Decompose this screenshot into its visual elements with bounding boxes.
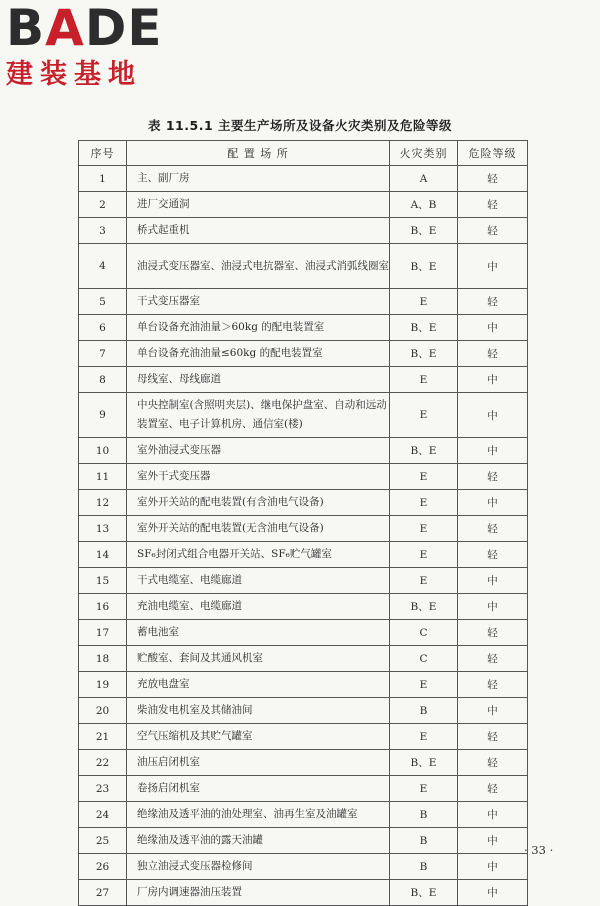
table-row — [79, 724, 528, 750]
table-row — [79, 646, 528, 672]
row-seq: 12 — [79, 490, 127, 516]
row-hazard-level: 轻 — [458, 750, 528, 776]
table-row — [79, 542, 528, 568]
row-seq: 10 — [79, 438, 127, 464]
table-row — [79, 672, 528, 698]
table-row — [79, 828, 528, 854]
row-place: 绝缘油及透平油的露天油罐 — [127, 828, 390, 854]
row-fire-class: B — [390, 802, 458, 828]
row-place: 单台设备充油油量≤60kg 的配电装置室 — [127, 341, 390, 367]
table-row — [79, 776, 528, 802]
row-seq: 17 — [79, 620, 127, 646]
row-hazard-level: 轻 — [458, 516, 528, 542]
row-fire-class: B、E — [390, 341, 458, 367]
row-seq: 6 — [79, 315, 127, 341]
row-seq: 13 — [79, 516, 127, 542]
row-place: 绝缘油及透平油的油处理室、油再生室及油罐室 — [127, 802, 390, 828]
row-place: 油浸式变压器室、油浸式电抗器室、油浸式消弧线圈室 — [127, 244, 390, 289]
row-place: 贮酸室、套间及其通风机室 — [127, 646, 390, 672]
row-hazard-level: 轻 — [458, 218, 528, 244]
row-seq: 24 — [79, 802, 127, 828]
table-row — [79, 750, 528, 776]
table-row — [79, 166, 528, 192]
row-fire-class: E — [390, 367, 458, 393]
table-row — [79, 802, 528, 828]
row-fire-class: E — [390, 464, 458, 490]
table-caption: 表 11.5.1 主要生产场所及设备火灾类别及危险等级 — [148, 118, 452, 133]
logo-letter-a: A — [45, 0, 85, 57]
row-place: 室外开关站的配电装置(有含油电气设备) — [127, 490, 390, 516]
table-row — [79, 218, 528, 244]
row-hazard-level: 中 — [458, 828, 528, 854]
row-place: 室外干式变压器 — [127, 464, 390, 490]
table-row — [79, 854, 528, 880]
logo-letters-de: DE — [84, 0, 163, 57]
table-row — [79, 341, 528, 367]
row-place: 母线室、母线廊道 — [127, 367, 390, 393]
row-fire-class: B — [390, 828, 458, 854]
row-fire-class: B、E — [390, 244, 458, 289]
row-hazard-level: 中 — [458, 244, 528, 289]
row-seq: 9 — [79, 393, 127, 438]
row-hazard-level: 中 — [458, 854, 528, 880]
row-hazard-level: 轻 — [458, 289, 528, 315]
row-hazard-level: 中 — [458, 568, 528, 594]
row-hazard-level: 中 — [458, 438, 528, 464]
row-place: SF₆封闭式组合电器开关站、SF₆贮气罐室 — [127, 542, 390, 568]
row-hazard-level: 中 — [458, 393, 528, 438]
row-seq: 2 — [79, 192, 127, 218]
row-place: 干式电缆室、电缆廊道 — [127, 568, 390, 594]
row-place: 卷扬启闭机室 — [127, 776, 390, 802]
row-hazard-level: 中 — [458, 880, 528, 906]
table-row — [79, 315, 528, 341]
row-hazard-level: 中 — [458, 594, 528, 620]
fire-category-table — [78, 140, 528, 906]
row-place: 充油电缆室、电缆廊道 — [127, 594, 390, 620]
row-seq: 1 — [79, 166, 127, 192]
row-fire-class: E — [390, 672, 458, 698]
table-row — [79, 594, 528, 620]
page-number: · 33 · — [524, 843, 554, 857]
row-fire-class: E — [390, 516, 458, 542]
row-place: 柴油发电机室及其储油间 — [127, 698, 390, 724]
row-seq: 15 — [79, 568, 127, 594]
table-row — [79, 192, 528, 218]
table-row — [79, 464, 528, 490]
logo-wordmark — [6, 0, 176, 57]
table-row — [79, 367, 528, 393]
row-seq: 18 — [79, 646, 127, 672]
logo-letter-b: B — [6, 0, 46, 57]
bade-logo — [6, 2, 176, 94]
row-hazard-level: 轻 — [458, 166, 528, 192]
row-hazard-level: 轻 — [458, 192, 528, 218]
row-seq: 14 — [79, 542, 127, 568]
row-place: 室外开关站的配电装置(无含油电气设备) — [127, 516, 390, 542]
row-seq: 11 — [79, 464, 127, 490]
table-row — [79, 244, 528, 289]
row-fire-class: E — [390, 542, 458, 568]
row-seq: 25 — [79, 828, 127, 854]
table-row — [79, 490, 528, 516]
row-place: 蓄电池室 — [127, 620, 390, 646]
row-seq: 22 — [79, 750, 127, 776]
row-fire-class: B、E — [390, 750, 458, 776]
row-hazard-level: 中 — [458, 490, 528, 516]
row-hazard-level: 中 — [458, 698, 528, 724]
row-fire-class: B、E — [390, 880, 458, 906]
row-hazard-level: 中 — [458, 802, 528, 828]
row-fire-class: E — [390, 490, 458, 516]
row-seq: 20 — [79, 698, 127, 724]
header-fire-class: 火灾类别 — [390, 141, 458, 166]
header-hazard-level: 危险等级 — [458, 141, 528, 166]
row-fire-class: E — [390, 724, 458, 750]
row-hazard-level: 轻 — [458, 776, 528, 802]
table-row — [79, 516, 528, 542]
row-fire-class: C — [390, 646, 458, 672]
row-place: 干式变压器室 — [127, 289, 390, 315]
row-hazard-level: 轻 — [458, 542, 528, 568]
table-row — [79, 620, 528, 646]
row-seq: 19 — [79, 672, 127, 698]
row-hazard-level: 轻 — [458, 672, 528, 698]
row-fire-class: E — [390, 776, 458, 802]
row-place: 桥式起重机 — [127, 218, 390, 244]
row-fire-class: B、E — [390, 218, 458, 244]
row-place: 单台设备充油油量＞60kg 的配电装置室 — [127, 315, 390, 341]
row-seq: 4 — [79, 244, 127, 289]
row-fire-class: B、E — [390, 438, 458, 464]
row-place: 进厂交通洞 — [127, 192, 390, 218]
row-place: 充放电盘室 — [127, 672, 390, 698]
row-fire-class: B、E — [390, 594, 458, 620]
row-fire-class: E — [390, 393, 458, 438]
row-fire-class: B、E — [390, 315, 458, 341]
row-fire-class: C — [390, 620, 458, 646]
row-place: 主、副厂房 — [127, 166, 390, 192]
row-hazard-level: 轻 — [458, 341, 528, 367]
row-seq: 21 — [79, 724, 127, 750]
row-seq: 3 — [79, 218, 127, 244]
row-seq: 7 — [79, 341, 127, 367]
row-seq: 27 — [79, 880, 127, 906]
row-hazard-level: 中 — [458, 315, 528, 341]
table-body — [79, 166, 528, 906]
row-place: 独立油浸式变压器检修间 — [127, 854, 390, 880]
row-hazard-level: 轻 — [458, 620, 528, 646]
header-place: 配 置 场 所 — [127, 141, 390, 166]
row-place: 油压启闭机室 — [127, 750, 390, 776]
row-hazard-level: 轻 — [458, 464, 528, 490]
row-place: 室外油浸式变压器 — [127, 438, 390, 464]
row-fire-class: A、B — [390, 192, 458, 218]
row-seq: 8 — [79, 367, 127, 393]
row-fire-class: E — [390, 289, 458, 315]
row-seq: 23 — [79, 776, 127, 802]
row-fire-class: B — [390, 698, 458, 724]
table-row — [79, 568, 528, 594]
header-seq: 序号 — [79, 141, 127, 166]
table-row — [79, 698, 528, 724]
table-row — [79, 438, 528, 464]
row-seq: 16 — [79, 594, 127, 620]
row-fire-class: E — [390, 568, 458, 594]
row-seq: 26 — [79, 854, 127, 880]
table-header-row — [79, 141, 528, 166]
table-row — [79, 289, 528, 315]
row-hazard-level: 轻 — [458, 724, 528, 750]
table-row — [79, 393, 528, 438]
row-hazard-level: 轻 — [458, 646, 528, 672]
row-fire-class: B — [390, 854, 458, 880]
row-place: 中央控制室(含照明夹层)、继电保护盘室、自动和远动装置室、电子计算机房、通信室(楼) — [127, 393, 390, 438]
row-fire-class: A — [390, 166, 458, 192]
logo-subtitle: 建装基地 — [6, 59, 142, 90]
row-place: 厂房内调速器油压装置 — [127, 880, 390, 906]
table-row — [79, 880, 528, 906]
row-hazard-level: 中 — [458, 367, 528, 393]
row-seq: 5 — [79, 289, 127, 315]
row-place: 空气压缩机及其贮气罐室 — [127, 724, 390, 750]
